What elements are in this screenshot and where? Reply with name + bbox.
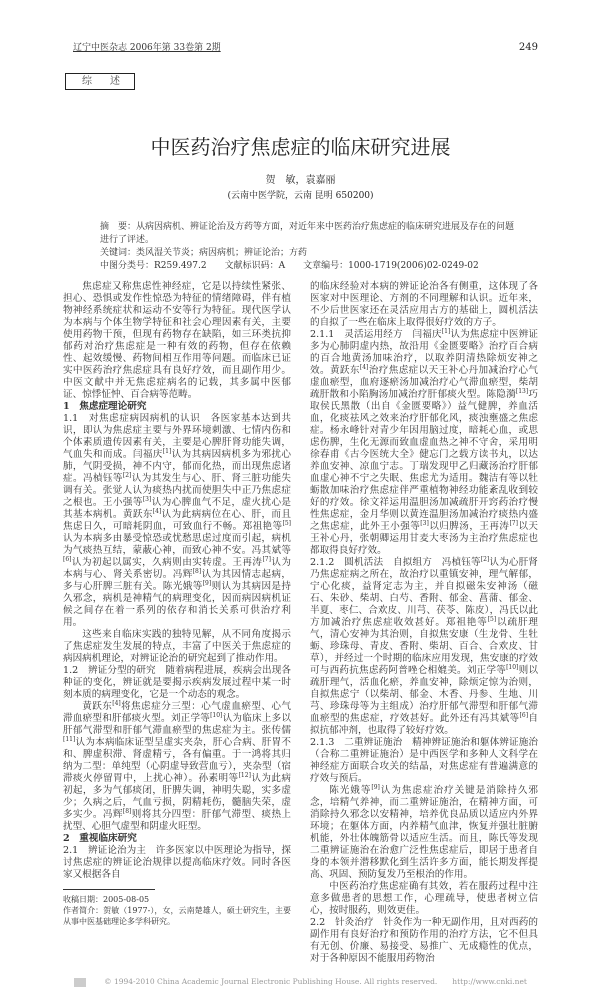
citation-marker: [7] (262, 555, 271, 563)
right-column-wrap (310, 281, 548, 965)
cnki-logo-icon (74, 978, 86, 987)
citation-marker: [4] (152, 507, 162, 515)
citation-marker: [2] (122, 471, 132, 479)
footnote-divider (63, 889, 155, 890)
received-date: 收稿日期：2005-08-05 (63, 895, 150, 904)
left-column-wrap (63, 281, 291, 965)
citation-marker: [3] (420, 519, 429, 527)
paragraph: 中医药治疗焦虑症确有其效，若在服药过程中注意多做患者的思想工作，心理疏导，使患者树立信心，按时服药，则效更佳。 (310, 881, 538, 916)
citation-marker: [9] (371, 783, 380, 791)
citation-marker: [1] (162, 447, 172, 455)
paragraph: 1.2 辨证分型的研究 随着病程进展，疾病会出现各种证的变化，辨证就是要揭示疾病发展过程中某一时刻本质的病理变化，它是一个动态的观念。 (63, 665, 291, 700)
citation-marker: [12] (238, 771, 251, 779)
paragraph: 焦虑症又称焦虑性神经症，它是以持续性紧张、担心、恐惧或发作性惊恐为特征的情绪障碍，伴有植物神经系统症状和运动不安等行为特征。现代医学认为本病与个体生物学特征和社会心理因素有关，主要使用药物干预，但现有药物存在缺陷，如三环类抗抑郁药对治疗焦虑症是一种有效的药物，但存在依赖性、起效缓慢、药物间相互作用等问题。而临床已证实中医药治疗焦虑症具有良好疗效，而且副作用少。中医文献中并无焦虑症病名的记载，其多属中医郁证、惊悸怔忡、百合病等范畴。 (63, 281, 291, 400)
paragraph: 黄跃东[4]将焦虑症分三型：心气虚血瘀型、心气滞血瘀型和肝郁痰火型。刘正学等[10]认为临床上多以肝郁气滞型和肝郁气滞血瘀型的焦虑症为主。张传儒[11]认为本病临床证型呈虚实夹杂，肝心合病、肝胃不和、脾虚积滞、肾虚精亏，各有偏重。于一鸿将其归纳为二型：单纯型（心阴虚导致营血亏），夹杂型（宿滞痰火停留胃中，上扰心神）。孙素明等[12]认为此病初起，多为气郁痰闭，肝脾失调，神明失聪，实多虚少；久病之后，气血亏损，阴精耗伤，髓脑失荣，虚多实少。冯辉[8]则将其分四型：肝郁气滞型、痰热上扰型、心胆气虚型和阴虚火旺型。 (63, 699, 292, 832)
affiliation: (云南中医学院，云南 昆明 650200) (227, 191, 374, 201)
citation-marker: [10] (210, 711, 223, 719)
copyright-text: © 1994-2010 China Academic Journal Electronic Publishing House. All rights reserved. http://www.cnki.net (104, 977, 527, 986)
classification: 中图分类号：R259.497.2 文献标识码：A 文章编号：1000-1719(2006)02-0249-02 (100, 261, 479, 271)
section-heading: 1 焦虑症理论研究 (63, 401, 147, 412)
section-label: 综述 (65, 73, 135, 90)
citation-marker: [4] (112, 699, 121, 707)
section-heading: 2 重视临床研究 (63, 833, 137, 844)
copyright-footer (63, 977, 538, 987)
citation-marker: [8] (192, 567, 202, 575)
citation-marker: [6] (63, 555, 72, 563)
paper-title: 中医药治疗焦虑症的临床研究进展 (150, 135, 451, 159)
citation-marker: [5] (487, 615, 497, 623)
right-column (310, 281, 548, 965)
citation-marker: [3] (142, 495, 152, 503)
citation-marker: [5] (282, 519, 291, 527)
left-column (63, 281, 291, 881)
paragraph: 1.1 对焦虑症病因病机的认识 各医家基本达到共识，即认为焦虑症主要与外界环境刺激、七情内伤和个体素质遗传因素有关，主要是心脾肝肾功能失调，气血失和而成。闫福庆[1]认为其病因病机多为邪扰心肺，气阴受损，神不内守，郁而化热，而出现焦虑诸症。冯楨钰等[2]认为其发生与心、肝、肾三脏功能失调有关。张觉人认为痰热内扰而使胆失中正乃焦虑症之根也。王小强等[3]认为心脾血气不足，虚火扰心是其基本病机。黄跃东[4]认为此病病位在心、肝，而且焦虑日久，可暗耗阴血，可致血行不畅。郑祖艳等[5]认为本病多由暴受惊恐或忧愁思虑过度而引起，病机为气痰热互结，蒙蔽心神，而致心神不安。冯其斌等[6]认为初起以属实，久病则由实转虚。王再涛[7]认为本病与心、肾关系密切。冯辉[8]认为其因情志起病，多与心肝脾三脏有关。陈光娥等[9]则认为其病因是持久邪念，病机是神精气的病理变化，因而病因病机证候之间存在着一系列的依存和消长关系可供治疗利用。 (63, 413, 292, 628)
running-header (73, 40, 538, 53)
citation-marker: [4] (359, 363, 369, 371)
citation-marker: [10] (506, 663, 519, 671)
paragraph: 2.1.1 灵活运用经方 闫福庆[1]认为焦虑症中医辨证多为心肺阴虚内热，故沿用《金匮要略》治疗百合病的百合地黄汤加味治疗，以取养阴清热除烦安神之效。黄跃东[4]治疗焦虑症以天王补心丹加减治疗心气虚血瘀型，血府逐瘀汤加减治疗心气滞血瘀型，柴胡疏肝散和小陷胸汤加减治疗肝郁痰火型。陈隐漪[13]巧取侯氏黑散（出自《金匮要略》）益气健脾，养血活血，化痰祛风之效来治疗肝郁化风，痰浊壅盛之焦虑症。杨永峰针对青少年因用脑过度，暗耗心血，或思虑伤脾，生化无源而致血虚血热之神不守舍，采用明 徐春甫《古今医统大全》健忘门之载方读书丸，以达养血安神、凉血宁志。丁瑞发现甲乙归藏汤治疗肝郁血虚心神不宁之失眠、焦虑尤为适用。魏洁有等以牡蛎散加味治疗焦虑症伴严重植物神经功能紊乱收到较好的疗效。徐文祥运用温胆汤加减疏肝开窍药治疗慢性焦虑症，金月华则以黄连温胆汤加减治疗痰热内盛之焦虑症，此外王小强等[3]以归脾汤，王再涛[7]以天王补心丹，张朝卿运用甘麦大枣汤为主治疗焦虑症也都取得良好疗效。 (310, 327, 548, 556)
citation-marker: [9] (202, 579, 212, 587)
author-bio: 作者简介：贺敏（1977-），女，云南楚雄人，硕士研究生，主要从事中医基础理论多学科研究。 (63, 906, 291, 926)
paragraph: 陈光娥等[9]认为焦虑症治疗关键是消除持久邪念，培精气养神，而二重辨证施治，在精神方面，可消除持久邪念以安精神，培养优良品质以适应内外界环境；在躯体方面，内养精气血津，恢复并强壮脏腑机能，外壮体魄筋骨以适应生活。而且，陈氏等发现二重辨证施治在治愈广泛性焦虑症后，即居于患者自身的本领并潜移默化到生活许多方面，能长期发挥提高、巩固、预防复发乃至根治的作用。 (310, 783, 539, 880)
citation-marker: [8] (122, 807, 132, 815)
citation-marker: [7] (509, 519, 518, 527)
paragraph: 2.1 辨证论治为主 许多医家以中医理论为指导，探讨焦虑症的辨证论治规律以提高临床疗效。同时各医家又根据各自 (63, 845, 291, 880)
citation-marker: [6] (519, 711, 529, 719)
page-number: 249 (518, 42, 538, 53)
article-meta (100, 221, 518, 273)
citation-marker: [1] (441, 327, 451, 335)
paragraph: 的临床经验对本病的辨证论治各有侧重，这体现了各医家对中医理论、方剂的不同理解和认识。近年来，不少后世医家还在灵活应用古方的基础上，圆机活法的自拟了一些在临床上取得很好疗效的方子。 (310, 281, 538, 328)
authors: 贺 敏，袁嘉丽 (265, 175, 336, 186)
journal-header: 辽宁中医杂志 2006年第 33卷第 2期 (73, 43, 221, 53)
paragraph: 2.1.3 二重辨证施治 精神辨证施治和躯体辨证施治（合称二重辨证施治）是中西医学和多种人文科学在神经症方面联合攻关的结晶，对焦虑症有普遍满意的疗效与预后。 (310, 737, 538, 784)
citation-marker: [2] (480, 555, 490, 563)
paragraph: 2.1.2 圆机活法 自拟组方 冯楨钰等[2]认为心肝肾乃焦虑症病之所在，故治疗以重镇安神，理气解郁，宁心化痰，益肾定志为主，并自拟磁朱安神汤（磁石、朱砂、柴胡、白芍、香附、郁金、菖蒲、郁金、半夏、枣仁、合欢皮、川芎、茯苓、陈皮），冯氏以此方加减治疗焦虑症收效甚好。郑祖艳等[5]以疏肝理气，清心安神为其治则，自拟焦安康（生龙骨、生牡蛎、珍珠母、青皮、香附、柴胡、百合、合欢皮、甘草），并经过一个时期的临床应用发现，焦安康的疗效可与西药抗焦虑药阿普唑仑相媲美。刘正学等[10]则以疏肝理气，活血化瘀，养血安神，除烦定惊为治则，自拟焦虑宁（以柴胡、郁金、木香、丹参、生地、川芎、珍珠母等为主组成）治疗肝郁气滞型和肝郁气滞血瘀型的焦虑症，疗效甚好。此外还有冯其斌等[6]自拟抗郁冲剂，也取得了较好疗效。 (310, 555, 539, 736)
citation-marker: [13] (515, 387, 529, 395)
paragraph: 2.2 针灸治疗 针灸作为一种无副作用，且对西药的副作用有良好治疗和预防作用的治疗方法，它不但具有无创、价廉、易接受、易推广、无成瘾性的优点，对于各种原因不能服用药物治 (310, 917, 538, 964)
body-columns (63, 281, 548, 965)
citation-marker: [11] (63, 735, 76, 743)
abstract: 摘 要：从病因病机、辨证论治及方药等方面，对近年来中医药治疗焦虑症的临床研究进展及存在的问题进行了评述。 (100, 222, 515, 245)
paragraph: 这些来自临床实践的独特见解，从不同角度揭示了焦虑症发生发展的特点，丰富了中医关于焦虑症的病因病机理论，对辨证论治的研究起到了推动作用。 (63, 629, 291, 664)
keywords: 关键词：类风湿关节炎；病因病机；辨证论治；方药 (100, 248, 308, 258)
